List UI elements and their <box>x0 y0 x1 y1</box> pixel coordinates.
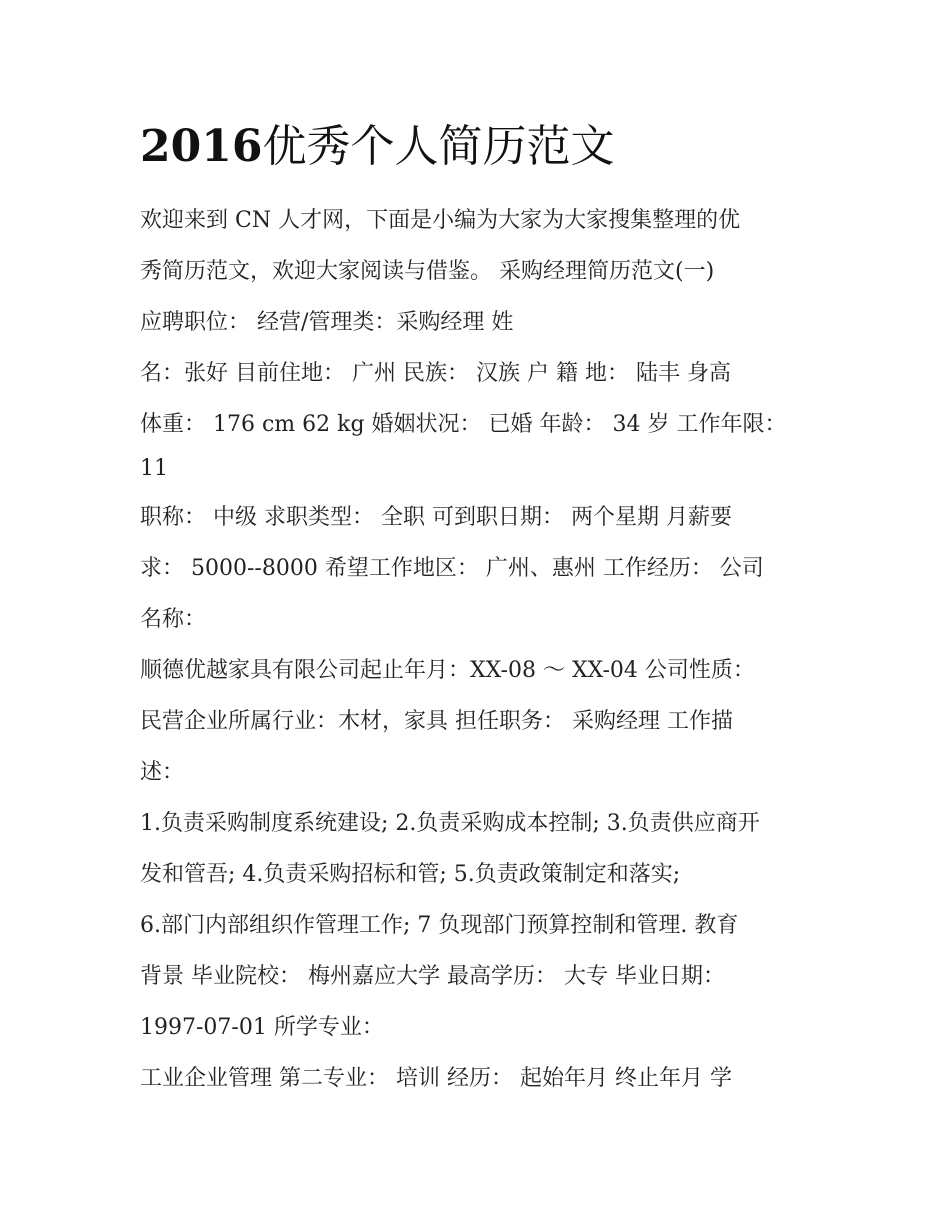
body-line-7: 职称： 中级 求职类型： 全职 可到职日期： 两个星期 月薪要 <box>140 505 732 530</box>
body-line-14: 发和管吾; 4.负责采购招标和管; 5.负责政策制定和落实; <box>140 862 681 887</box>
body-line-9: 名称： <box>140 607 207 632</box>
body-line-5: 体重： 176 cm 62 kg 婚姻状况： 已婚 年龄： 34 岁 工作年限： <box>140 412 787 437</box>
body-line-3: 应聘职位： 经营/管理类：采购经理 姓 <box>140 310 514 335</box>
body-line-18: 工业企业管理 第二专业： 培训 经历： 起始年月 终止年月 学 <box>140 1066 732 1091</box>
body-line-16: 背景 毕业院校： 梅州嘉应大学 最高学历： 大专 毕业日期： <box>140 964 725 989</box>
title-text: 优秀个人简历范文 <box>262 121 615 172</box>
body-line-10: 顺德优越家具有限公司起止年月：XX-08 ～ XX-04 公司性质： <box>140 658 755 683</box>
body-line-6: 11 <box>140 456 168 481</box>
body-line-1: 欢迎来到 CN 人才网，下面是小编为大家为大家搜集整理的优 <box>140 208 741 233</box>
body-line-8: 求： 5000--8000 希望工作地区： 广州、惠州 工作经历： 公司 <box>140 556 764 581</box>
body-line-12: 述： <box>140 760 185 785</box>
title-year: 2016 <box>140 121 263 172</box>
body-line-17: 1997-07-01 所学专业： <box>140 1015 384 1040</box>
body-line-13: 1.负责采购制度系统建设; 2.负责采购成本控制; 3.负责供应商开 <box>140 811 760 836</box>
document-title <box>140 112 614 182</box>
body-line-4: 名：张好 目前住地： 广州 民族： 汉族 户 籍 地： 陆丰 身高 <box>140 361 731 386</box>
body-line-15: 6.部门内部组织作管理工作; 7 负现部门预算控制和管理. 教育 <box>140 913 739 938</box>
body-line-2: 秀简历范文，欢迎大家阅读与借鉴。 采购经理简历范文(一) <box>140 259 715 284</box>
body-line-11: 民营企业所属行业：木材，家具 担任职务： 采购经理 工作描 <box>140 709 733 734</box>
